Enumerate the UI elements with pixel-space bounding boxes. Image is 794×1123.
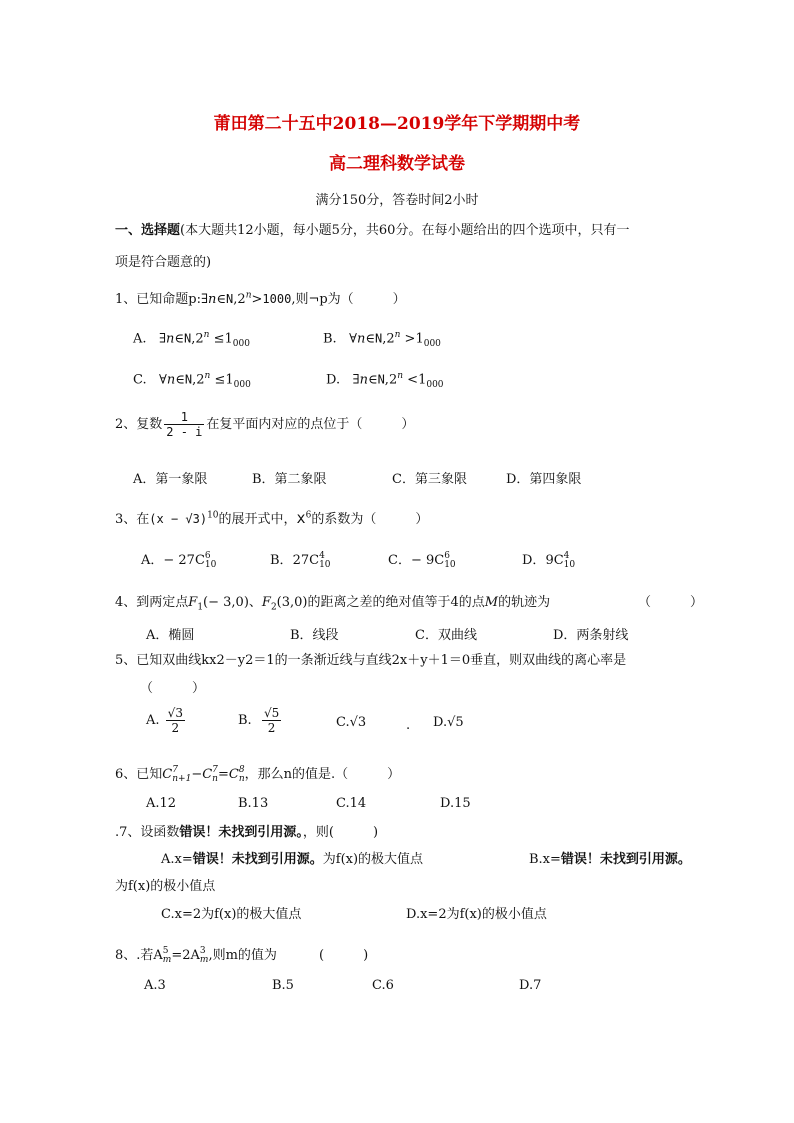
q5-option-b: B. $\frac{√5}{2}$ (238, 706, 280, 735)
question-2: 2、复数 $\frac{1}{2 - i}$ 在复平面内对应的点位于（ ） (115, 410, 415, 439)
q2-option-d: D．第四象限 (506, 472, 582, 487)
q7-option-b: B.x=错误！未找到引用源。 (529, 852, 691, 867)
q6-option-c: C.14 (336, 796, 367, 811)
section-label: 一、选择题 (115, 223, 181, 238)
q1-option-a: A. ∃n∈N,2$^n$ $\le 1_{000}$ (133, 330, 250, 349)
q5-option-c: C.√3 (336, 715, 367, 730)
section-desc-1: (本大题共12小题，每小题5分，共60分。在每小题给出的四个选项中，只有一 (180, 223, 630, 238)
question-1: 1、已知命题$p:\exists n\in N,2^n>1000$,则¬p为（ ） (115, 290, 406, 307)
q2-option-c: C．第三象限 (392, 472, 467, 487)
q4-option-d: D．两条射线 (553, 628, 629, 643)
q6-option-a: A.12 (146, 796, 177, 811)
q4-option-b: B．线段 (290, 628, 339, 643)
q7-option-a: A.x=错误！未找到引用源。为f(x)的极大值点 (161, 852, 424, 867)
q7-option-c: C.x=2为f(x)的极大值点 (161, 907, 302, 922)
q4-option-c: C．双曲线 (415, 628, 477, 643)
q3-option-c: C．− 9C6 10 (388, 550, 456, 570)
q2-option-b: B．第二象限 (252, 472, 327, 487)
q5-stray-dot: . (406, 718, 411, 733)
section-heading (115, 219, 629, 238)
q8-option-a: A.3 (144, 978, 166, 993)
q5-answer-paren: （ ） (140, 681, 206, 696)
q1-option-d: D. ∃n∈N,2$^n$ $<1_{000}$ (326, 371, 444, 390)
question-8: 8、.若A5 m=2A3 m,则m的值为 (115, 945, 277, 965)
q4-answer-paren: （ ） (638, 595, 704, 610)
question-4: 4、到两定点$F_1(- 3,0)$、$F_2(3,0)$的距离之差的绝对值等于4的点M的轨迹为 (115, 595, 551, 613)
q8-option-d: D.7 (519, 978, 542, 993)
q2-fraction: $\frac{1}{2 - i}$ (166, 410, 203, 439)
exam-title: 莆田第二十五中2018—2019学年下学期期中考 (213, 114, 581, 134)
q7-option-b-cont: 为f(x)的极小值点 (115, 879, 216, 894)
exam-subtitle: 高二理科数学试卷 (329, 154, 465, 174)
q8-option-c: C.6 (372, 978, 394, 993)
q7-ref-error: 错误！未找到引用源。 (179, 825, 303, 840)
section-desc-2: 项是符合题意的) (115, 255, 212, 270)
q3-option-a: A．− 27C6 10 (141, 550, 217, 570)
question-3: 3、在$(x - √3)^{10}$的展开式中，$x^6$的系数为（ ） (115, 509, 429, 527)
q6-option-d: D.15 (440, 796, 471, 811)
q3-option-d: D．9C4 10 (522, 550, 576, 570)
q5-option-a: A. $\frac{√3}{2}$ (146, 706, 183, 735)
exam-info: 满分150分，答卷时间2小时 (315, 193, 479, 208)
q6-option-b: B.13 (238, 796, 269, 811)
q7-option-d: D.x=2为f(x)的极小值点 (406, 907, 547, 922)
question-5: 5、已知双曲线kx2－y2＝1的一条渐近线与直线2x＋y＋1＝0垂直，则双曲线的离心率是 (115, 653, 627, 668)
question-6: 6、已知C7 n+1−C7 n=C8 n，那么n的值是.（ ） (115, 764, 401, 784)
q3-option-b: B．27C4 10 (270, 550, 331, 570)
q8-option-b: B.5 (272, 978, 294, 993)
q1-option-b: B. ∀n∈N,2$^n$ $>1_{000}$ (323, 330, 441, 349)
q8-answer-paren: ( ) (319, 948, 369, 963)
q5-option-d: D.√5 (433, 715, 464, 730)
q2-option-a: A．第一象限 (133, 472, 208, 487)
question-7: .7、设函数错误！未找到引用源。，则( ) (115, 825, 379, 840)
q1-option-c: C. ∀n∈N,2$^n$ $\le 1_{000}$ (133, 371, 251, 390)
q4-option-a: A．椭圆 (146, 628, 195, 643)
